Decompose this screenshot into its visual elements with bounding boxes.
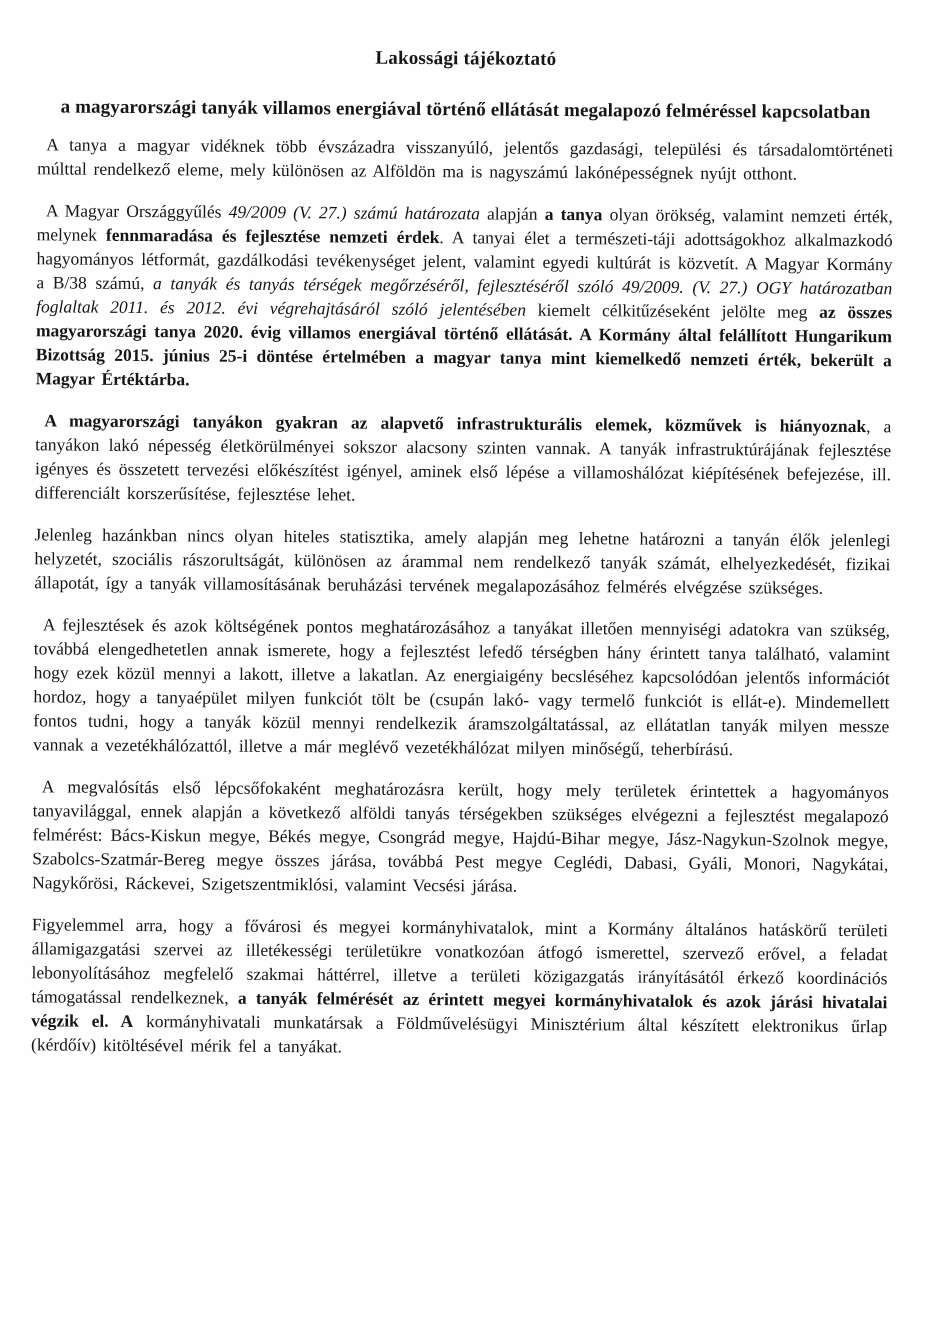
document-body [31, 132, 893, 1062]
text-run: 49/2009 (V. 27.) számú határozata [228, 201, 488, 224]
text-run: Figyelemmel arra, hogy a fővárosi és megyei kormányhivatalok, mint a Kormány általános hatáskörű területi államigazgatási szervei az illetékességi területükre vonatkozóan átfogó ismerettel, szervező erővel, a feladat lebonyolításához megfelelő szakmai háttérrel, illetve a területi közigazgatás irányításától érkező koordinációs támogatással rendelkeznek, [31, 914, 888, 1008]
text-run: az összes magyarországi tanya 2020. évig villamos energiával történő ellátását. A Kormány által felállított Hungarikum Bizottság 2015. június 25-i döntése értelmében a magyar tanya mint kiemelkedő nemzeti érték, bekerült a Magyar Értéktárba. [35, 301, 893, 390]
text-run: olyan örökség, valamint nemzeti érték, melynek [36, 204, 893, 245]
text-run: a tanyák és tanyás térségek megőrzéséről, fejlesztéséről szóló 49/2009. (V. 27.) OGY határozatban foglaltak 2011. és 2012. évi végrehajtásáról szóló jelentésében [36, 273, 893, 320]
text-run: , a tanyákon lakó népesség életkörülményei sokszor alacsony szinten vannak. A tanyák infrastruktúrájának fejlesztése igényes és összetett tervezési előkészítést igényel, aminek első lépése a villamoshálózat kiépítésének befejezése, ill. differenciált korszerűsítése, fejlesztése lehet. [34, 416, 892, 505]
text-run: a tanyák felmérését az érintett megyei kormányhivatalok és azok járási hivatalai végzik el. A [31, 987, 888, 1031]
text-run: Jelenleg hazánkban nincs olyan hiteles statisztika, amely alapján meg lehetne határozni a tanyán élők jelenlegi helyzetét, szociális rászorultságát, különösen az árammal nem rendelkező tanyák számát, elhelyezkedését, fizikai állapotát, így a tanyák villamosításának beruházási tervének megalapozásához felmérés elvégzése szükséges. [34, 524, 891, 598]
text-run: A fejlesztések és azok költségének pontos meghatározásához a tanyákat illetően mennyiségi adatokra van szükség, továbbá elengedhetetlen annak ismerete, hogy a fejlesztést lefedő térségben hány érintett tanya található, valamint hogy ezek közül mennyi a lakott, illetve a lakatlan. Az energiaigény becsléséhez kapcsolódóan jelentős információt hordoz, hogy a tanyaépület milyen funkciót tölt be (csupán lakó- vagy termelő funkciót is ellát-e). Mindemellett fontos tudni, hogy a tanyák közül mennyi rendelkezik áramszolgáltatással, az ellátatlan tanyák milyen messze vannak a vezetékhálózattól, illetve a már meglévő vezetékhálózat milyen minőségű, teherbírású. [33, 614, 891, 760]
document-title: Lakossági tájékoztató [375, 47, 557, 70]
document-content [31, 45, 894, 1080]
text-run: kormányhivatali munkatársak a Földművelésügyi Minisztérium által készített elektronikus űrlap (kérdőív) kitöltésével mérik fel a tanyákat. [30, 1010, 888, 1057]
text-run: A magyarországi tanyákon gyakran az alapvető infrastrukturális elemek, közművek is hiányoznak [44, 410, 867, 437]
document-subtitle: a magyarországi tanyák villamos energiával történő ellátását megalapozó felméréssel kapcsolatban [60, 96, 871, 124]
paragraph [36, 198, 893, 396]
text-run: fennmaradása és fejlesztése nemzeti érdek [105, 224, 440, 248]
paragraph [32, 774, 889, 900]
text-run: a tanya [544, 203, 610, 225]
paragraph [35, 408, 892, 510]
paragraph [33, 612, 890, 762]
text-run: kiemelt célkitűzéseként jelölte meg [537, 299, 820, 322]
text-run: A megvalósítás első lépcsőfokaként meghatározásra került, hogy mely területek érintettek a hagyományos tanyavilággal, ennek alapján a következő alföldi tanyás térségekben szükséges elvégezni a fejlesztést megalapozó felmérést: Bács-Kiskun megye, Békés megye, Csongrád megye, Hajdú-Bihar megye, Jász-Nagykun-Szolnok megye, Szabolcs-Szatmár-Bereg megye összes járása, továbbá Pest megye Ceglédi, Dabasi, Gyáli, Monori, Nagykátai, Nagykőrösi, Ráckevei, Szigetszentmiklósi, valamint Vecsési járása. [32, 776, 889, 896]
paragraph [31, 912, 888, 1062]
text-run: A Magyar Országgyűlés [45, 200, 229, 222]
paragraph [37, 132, 893, 186]
text-run: A tanya a magyar vidéknek több évszázadra visszanyúló, jelentős gazdasági, települési és társadalomtörténeti múlttal rendelkező eleme, mely különösen az Alföldön ma is nagyszámú lakónépességnek nyújt otthont. [37, 134, 894, 184]
text-run: . A tanyai élet a természeti-táji adottságokhoz alkalmazkodó hagyományos létformát, gazdálkodási tevékenységet jelent, valamint egyedi kultúrát is közvetít. A Magyar Kormány a B/38 számú, [36, 227, 893, 294]
text-run: alapján [486, 203, 545, 224]
paragraph [34, 522, 890, 600]
